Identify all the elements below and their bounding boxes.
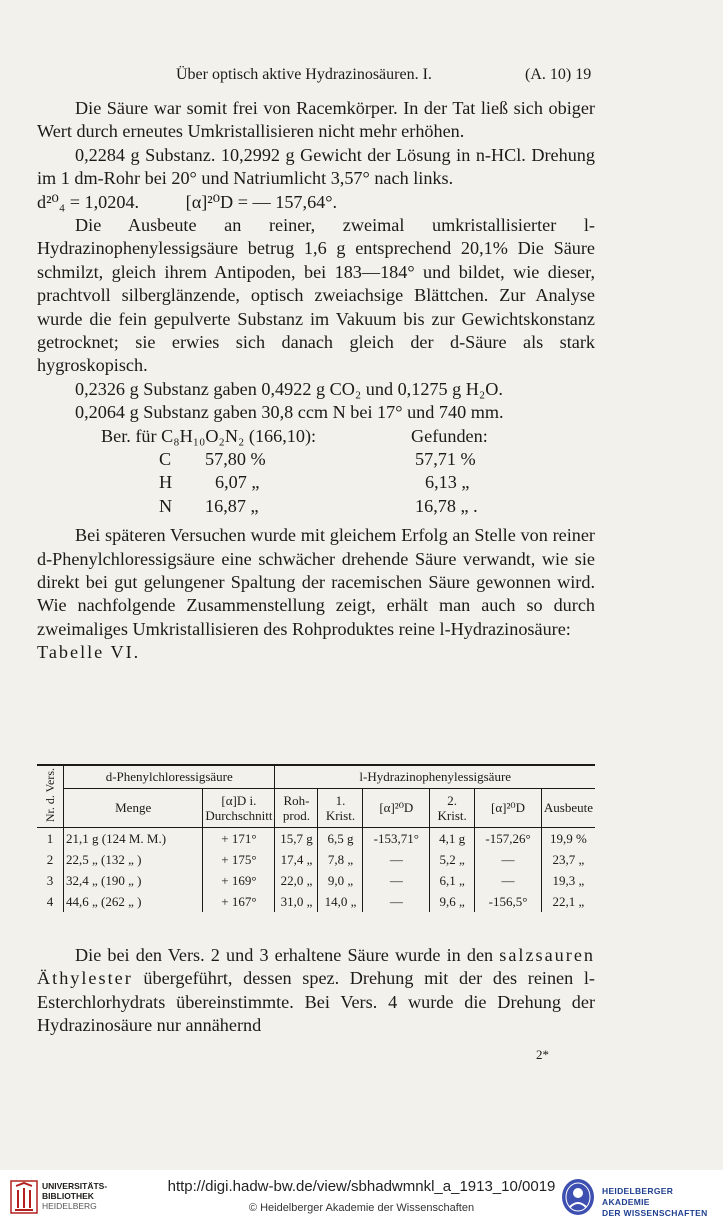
rotation-formula: [α]²⁰D = — 157,64°. [185,191,338,212]
analysis-row [37,448,595,471]
table-cell: -157,26° [475,828,542,850]
column-header: 1. Krist. [318,788,363,828]
table-caption: Tabelle VI. [37,642,141,663]
table-cell: + 167° [203,891,275,912]
table-cell: 19,9 % [541,828,595,850]
table-cell: — [363,849,430,870]
table-cell: 15,7 g [275,828,318,850]
body-text-lower [37,944,595,1038]
table-cell: 22,0 „ [275,870,318,891]
copyright-notice: © Heidelberger Akademie der Wissenschaften [248,1202,475,1214]
page-number: (A. 10) 19 [525,66,592,83]
table-row [37,891,595,912]
calculated-value: 57,80 % [205,449,266,470]
table-cell: 3 [46,873,54,889]
element-symbol: H [159,472,173,493]
found-value: 6,13 „ [425,472,470,493]
table-cell: 44,6 „ (262 „ ) [64,891,203,912]
paragraph: 0,2064 g Substanz gaben 30,8 ccm N bei 17° und 740 mm. [75,402,504,423]
table-cell: 4,1 g [430,828,475,850]
table-cell: -153,71° [363,828,430,850]
table-row [37,870,595,891]
table-cell: 6,1 „ [430,870,475,891]
table-cell: 2 [46,852,54,868]
signature-mark: 2* [536,1047,549,1062]
analysis-row [37,471,595,494]
table-cell: 19,3 „ [541,870,595,891]
table-cell: 6,5 g [318,828,363,850]
table-cell: 21,1 g (124 M. M.) [64,828,203,850]
density-formula: d²⁰₄ = 1,0204. [37,191,140,212]
footer-bar [0,1170,723,1224]
university-library-name: UNIVERSITÄTS- BIBLIOTHEK HEIDELBERG [42,1181,108,1211]
table-cell: — [475,849,542,870]
group-header-l-acid: l-Hydrazinophenylessigsäure [275,765,595,788]
academy-name: HEIDELBERGER AKADEMIE DER WISSENSCHAFTEN [602,1186,708,1218]
table-row [37,849,595,870]
table-cell: 5,2 „ [430,849,475,870]
table-cell: 1 [46,831,54,847]
table-cell: 22,5 „ (132 „ ) [64,849,203,870]
analysis-row [37,495,595,518]
element-symbol: N [159,495,173,516]
column-header: [α]²⁰D [475,788,542,828]
paragraph: Die bei den Vers. 2 und 3 erhaltene Säure wurde in den salzsauren Äthylester übergeführt, dessen spez. Drehung mit der des reinen l-Esterchlorhydrats übereinstimmte. Bei Vers. 4 wurde die Drehung der Hydrazinosäure nur annähernd [37,945,595,1036]
source-link[interactable]: http://digi.hadw-bw.de/view/sbhadwmnkl_a_1913_10/0019 [167,1178,556,1195]
table-body [37,828,595,913]
running-title: Über optisch aktive Hydrazinosäuren. I. [176,66,432,83]
paragraph: Bei späteren Versuchen wurde mit gleichem Erfolg an Stelle von reiner d-Phenylchloressigsäure eine schwächer drehende Säure verwandt, wie sie direkt bei gut gelungener Spaltung der racemischen Säure gewonnen wird. Wie nachfolgende Zusammenstellung zeigt, erhält man auch so durch zweimaliges Umkristallisieren des Rohproduktes reine l-Hydrazinosäure: [37,525,595,639]
table-cell: 14,0 „ [318,891,363,912]
table-cell: 22,1 „ [541,891,595,912]
academy-logo-icon [560,1177,596,1217]
paragraph: 0,2284 g Substanz. 10,2992 g Gewicht der Lösung in n-HCl. Drehung im 1 dm-Rohr bei 20° und Natriumlicht 3,57° nach links. [37,144,595,189]
table-cell: 7,8 „ [318,849,363,870]
table-cell: 9,0 „ [318,870,363,891]
column-header: 2. Krist. [430,788,475,828]
table-cell: 9,6 „ [430,891,475,912]
table-cell: — [475,870,542,891]
table-cell: + 171° [203,828,275,850]
table-cell: 23,7 „ [541,849,595,870]
column-header: Menge [64,788,203,828]
column-header: [α]D i. Durchschnitt [203,788,275,828]
found-value: 16,78 „ . [415,495,478,516]
table-row [37,828,595,850]
experiment-number-header: Nr. d. Vers. [37,765,64,828]
table-cell: 17,4 „ [275,849,318,870]
table-cell: -156,5° [475,891,542,912]
group-header-d-acid: d-Phenylchloressigsäure [64,765,275,788]
table-cell: — [363,870,430,891]
analysis-header [37,425,595,448]
column-header: Ausbeute [541,788,595,828]
calculated-value: 16,87 „ [205,495,259,516]
table-cell: — [363,891,430,912]
table-cell: 31,0 „ [275,891,318,912]
found-label: Gefunden: [411,425,488,446]
table-cell: 32,4 „ (190 „ ) [64,870,203,891]
calculated-label: Ber. für C₈H₁₀O₂N₂ (166,10): [101,425,317,446]
paragraph: Die Ausbeute an reiner, zweimal umkristallisierter l-Hydrazinophenylessigsäure betrug 1,6 g entsprechend 20,1% Die Säure schmilzt, gleich ihrem Antipoden, bei 183—184° und bildet, wie dieser, prachtvoll silberglänzende, optisch zweiachsige Blättchen. Zur Analyse wurde die fein gepulverte Substanz im Vakuum bis zur Gewichtskonstanz getrocknet; sie erwies sich danach gleich der d-Säure als stark hygroskopisch. [37,215,595,376]
body-text-upper [37,97,595,665]
table-cell: 4 [46,894,54,910]
found-value: 57,71 % [415,449,476,470]
table-cell: + 175° [203,849,275,870]
results-table [37,764,595,912]
table-cell: + 169° [203,870,275,891]
paragraph: 0,2326 g Substanz gaben 0,4922 g CO₂ und 0,1275 g H₂O. [75,378,503,399]
column-header: [α]²⁰D [363,788,430,828]
column-header: Roh-prod. [275,788,318,828]
calculated-value: 6,07 „ [215,472,260,493]
element-symbol: C [159,449,172,470]
paragraph: Die Säure war somit frei von Racemkörper. In der Tat ließ sich obiger Wert durch erneutes Umkristallisieren nicht mehr erhöhen. [37,98,595,142]
spaced-emphasis: salzsauren Äthylester [37,945,595,989]
formula-line [37,191,595,214]
